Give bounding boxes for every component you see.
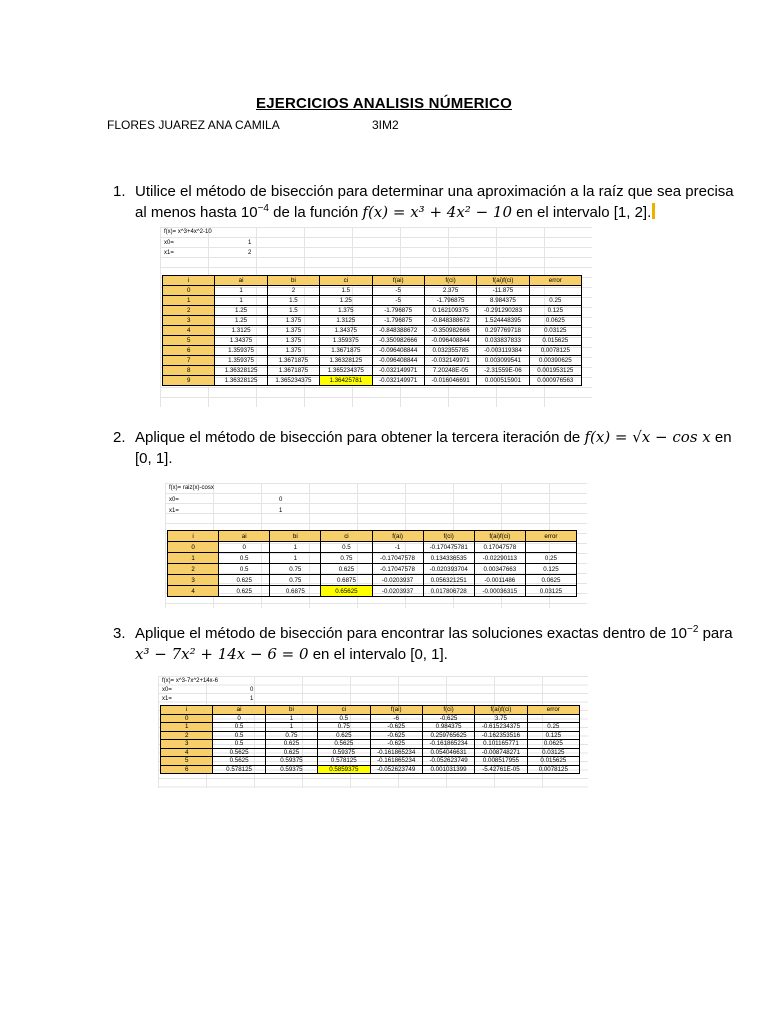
table-cell: 0.017806728 [423, 586, 474, 597]
table-row [168, 542, 577, 553]
table-cell: 1.375 [320, 306, 372, 316]
text-cursor-marker [652, 203, 655, 219]
table-cell: 0.259765625 [422, 731, 474, 740]
table-cell: 1.36328125 [320, 356, 372, 366]
column-header: f(ai)f(ci) [475, 706, 527, 715]
column-header: error [527, 706, 579, 715]
problem-3-period: . [443, 646, 448, 663]
table-cell: 1.3671875 [267, 356, 319, 366]
table-cell: 0.125 [525, 564, 576, 575]
table-cell: 1.375 [267, 346, 319, 356]
table-row [163, 366, 582, 376]
table-cell: -0.625 [370, 740, 422, 749]
table-cell: 0 [213, 714, 265, 723]
column-header: i [161, 706, 213, 715]
sheet-1-x0-value: 1 [248, 240, 252, 246]
table-cell: -0.17047578 [372, 553, 423, 564]
iteration-index-cell: 0 [161, 714, 213, 723]
table-cell: 0.03125 [525, 586, 576, 597]
column-header: ci [320, 276, 372, 286]
sheet-1-x0-label: x0= [164, 240, 174, 246]
table-cell: -0.096408844 [372, 346, 424, 356]
sheet-2-x1-label: x1= [169, 508, 179, 514]
table-cell: 0.0078125 [529, 346, 581, 356]
group-code: 3IM2 [372, 118, 399, 132]
table-cell [527, 714, 579, 723]
iteration-index-cell: 4 [163, 326, 215, 336]
iteration-index-cell: 6 [163, 346, 215, 356]
table-cell: 1.34375 [320, 326, 372, 336]
table-row [168, 553, 577, 564]
table-cell: 0.101165771 [475, 740, 527, 749]
table-cell: 0.17047578 [474, 542, 525, 553]
table-cell: 0.25 [527, 723, 579, 732]
table-cell: 1.359375 [320, 336, 372, 346]
table-row [168, 586, 577, 597]
table-cell: 0.5 [321, 542, 372, 553]
table-cell: 0.75 [321, 553, 372, 564]
table-cell: -5 [372, 286, 424, 296]
problem-3-interval: [0, 1] [410, 646, 444, 663]
table-cell: 1.36328125 [215, 376, 267, 386]
table-cell: 0.00390625 [529, 356, 581, 366]
table-cell: 1.3671875 [320, 346, 372, 356]
iteration-index-cell: 9 [163, 376, 215, 386]
iteration-index-cell: 2 [161, 731, 213, 740]
problem-3-exponent: −2 [687, 624, 699, 635]
table-row [161, 723, 580, 732]
table-cell: 0.015625 [527, 757, 579, 766]
table-cell: 0.001031399 [422, 765, 474, 774]
table-cell: -0.032149971 [424, 356, 476, 366]
table-row [168, 575, 577, 586]
table-cell: -0.003119384 [477, 346, 529, 356]
table-cell: 8.984375 [477, 296, 529, 306]
problem-1-line-1: Utilice el método de bisección para determinar una aproximación a la raíz que sea precisa [135, 183, 734, 200]
table-cell: 0.000976563 [529, 376, 581, 386]
column-header: i [163, 276, 215, 286]
problem-3-text-c: en el intervalo [308, 646, 411, 663]
iteration-index-cell: 1 [163, 296, 215, 306]
table-cell: 0.984375 [422, 723, 474, 732]
sheet-1-function-label: f(x)= x^3+4x^2-10 [164, 229, 212, 235]
table-cell: -0.02290113 [474, 553, 525, 564]
table-cell: -0.625 [422, 714, 474, 723]
table-cell: 0.25 [529, 296, 581, 306]
table-cell: -5 [372, 296, 424, 306]
table-cell: 1.34375 [215, 336, 267, 346]
sheet-3-function-label: f(x)= x^3-7x^2+14x-6 [162, 678, 218, 684]
table-cell: 0.625 [219, 586, 270, 597]
iteration-index-cell: 0 [163, 286, 215, 296]
table-cell: 1 [265, 723, 317, 732]
author-name: FLORES JUAREZ ANA CAMILA [107, 118, 280, 132]
problem-1-text-a: al menos hasta 10 [135, 204, 258, 221]
table-cell: 0.03125 [527, 748, 579, 757]
sheet-3-x0-value: 0 [250, 687, 254, 693]
table-cell: 0.5 [213, 731, 265, 740]
table-cell: -0.350982666 [372, 336, 424, 346]
table-cell: 1.365234375 [267, 376, 319, 386]
problem-2-number: 2. [113, 429, 126, 446]
problem-1-text-c: en el intervalo [512, 204, 614, 221]
table-cell: 1.25 [215, 306, 267, 316]
column-header: i [168, 531, 219, 542]
table-cell: 0.001953125 [529, 366, 581, 376]
table-cell: 1 [270, 553, 321, 564]
spreadsheet-2 [165, 483, 587, 608]
column-header: f(ci) [423, 531, 474, 542]
spreadsheet-1 [160, 227, 592, 407]
iteration-index-cell: 2 [168, 564, 219, 575]
table-cell: -0.17047578 [372, 564, 423, 575]
sheet-1-x1-label: x1= [164, 250, 174, 256]
table-cell: 0.75 [270, 575, 321, 586]
table-cell: 3.75 [475, 714, 527, 723]
problem-1-text-b: de la función [268, 204, 363, 221]
table-cell: -0.161865234 [422, 740, 474, 749]
table-row [163, 296, 582, 306]
table-row [163, 306, 582, 316]
table-cell: 1 [215, 296, 267, 306]
table-row [163, 286, 582, 296]
table-cell: 0.59375 [265, 757, 317, 766]
table-cell: 0.5 [219, 564, 270, 575]
table-row [161, 714, 580, 723]
problem-3-text-a: Aplique el método de bisección para encontrar las soluciones exactas dentro de 10 [135, 625, 688, 642]
table-cell: 0.5 [213, 723, 265, 732]
table-cell: -11.875 [477, 286, 529, 296]
table-cell: -0.020393704 [423, 564, 474, 575]
table-cell: 0.25 [525, 553, 576, 564]
table-row [161, 731, 580, 740]
table-cell: 1.375 [267, 336, 319, 346]
table-cell: 1.3125 [215, 326, 267, 336]
table-cell: 1.375 [267, 326, 319, 336]
table-row [163, 336, 582, 346]
table-cell: 0.032355785 [424, 346, 476, 356]
table-cell: 0.625 [265, 748, 317, 757]
table-cell: 1.5 [267, 296, 319, 306]
iteration-index-cell: 8 [163, 366, 215, 376]
column-header: f(ai) [372, 276, 424, 286]
table-cell: 0.0625 [525, 575, 576, 586]
column-header: error [525, 531, 576, 542]
bisection-table-1 [162, 275, 582, 386]
table-cell: 0.000515901 [477, 376, 529, 386]
table-cell: -6 [370, 714, 422, 723]
column-header: ai [215, 276, 267, 286]
table-cell: 0.75 [265, 731, 317, 740]
table-cell: 1.5 [320, 286, 372, 296]
table-cell: -1.796875 [372, 316, 424, 326]
table-cell: 0.033837833 [477, 336, 529, 346]
table-cell: -0.032149971 [372, 366, 424, 376]
bisection-table-2 [167, 530, 577, 597]
column-header: f(ai) [370, 706, 422, 715]
iteration-index-cell: 5 [161, 757, 213, 766]
table-cell: -0.0203937 [372, 575, 423, 586]
column-header: f(ai) [372, 531, 423, 542]
table-cell: 0.003099541 [477, 356, 529, 366]
table-cell: 1.36328125 [215, 366, 267, 376]
iteration-index-cell: 1 [168, 553, 219, 564]
table-cell: 0.578125 [318, 757, 370, 766]
table-cell: 0.5625 [318, 740, 370, 749]
table-row [163, 316, 582, 326]
table-cell: -0.161865234 [370, 757, 422, 766]
problem-3-equation: x³ − 7x² + 14x − 6 = 0 [135, 645, 309, 663]
table-cell: 0.625 [318, 731, 370, 740]
table-header-row [168, 531, 577, 542]
table-cell: -0.848388672 [424, 316, 476, 326]
iteration-index-cell: 2 [163, 306, 215, 316]
table-cell: -0.291290283 [477, 306, 529, 316]
table-row [161, 757, 580, 766]
table-cell: -5.42761E-05 [475, 765, 527, 774]
table-cell: 1.365234375 [320, 366, 372, 376]
table-cell: 0.5859375 [318, 765, 370, 774]
page-title: EJERCICIOS ANALISIS NÚMERICO [256, 95, 512, 112]
table-cell: 0.008517955 [475, 757, 527, 766]
column-header: f(ai)f(ci) [474, 531, 525, 542]
table-cell: -0.350982666 [424, 326, 476, 336]
problem-2-line-2: [0, 1]. [135, 450, 173, 467]
problem-1-statement [113, 181, 734, 223]
sheet-3-x0-label: x0= [162, 687, 172, 693]
column-header: f(ci) [424, 276, 476, 286]
problem-1-period: . [647, 204, 652, 221]
table-cell: 1 [265, 714, 317, 723]
table-row [161, 740, 580, 749]
table-cell: -2.31559E-06 [477, 366, 529, 376]
problem-1-function: f(x) = x³ + 4x² − 10 [362, 203, 512, 221]
table-row [163, 356, 582, 366]
table-cell: 0.75 [270, 564, 321, 575]
table-cell: 0.162109375 [424, 306, 476, 316]
table-cell: -0.625 [370, 723, 422, 732]
problem-1-exponent: −4 [257, 203, 269, 214]
problem-2-text-end: en [710, 429, 732, 446]
column-header: ci [318, 706, 370, 715]
table-cell: 0.297769718 [477, 326, 529, 336]
table-cell: 1.3125 [320, 316, 372, 326]
problem-3-statement [113, 623, 733, 665]
problem-2-function: f(x) = √x − cos x [584, 428, 711, 446]
table-header-row [161, 706, 580, 715]
problem-3-text-b: para [698, 625, 733, 642]
table-cell: 1 [215, 286, 267, 296]
sheet-3-x1-label: x1= [162, 696, 172, 702]
table-cell: -0.0011486 [474, 575, 525, 586]
column-header: error [529, 276, 581, 286]
table-cell: -0.016046691 [424, 376, 476, 386]
table-cell: 0.578125 [213, 765, 265, 774]
table-cell: 1.359375 [215, 346, 267, 356]
table-cell: 0.0625 [527, 740, 579, 749]
table-cell: 0.0078125 [527, 765, 579, 774]
table-cell: -0.096408844 [424, 336, 476, 346]
table-cell: -0.170475781 [423, 542, 474, 553]
table-cell: -1.796875 [372, 306, 424, 316]
iteration-index-cell: 7 [163, 356, 215, 366]
sheet-2-x0-label: x0= [169, 497, 179, 503]
table-cell: 1 [270, 542, 321, 553]
table-cell: 0.00347663 [474, 564, 525, 575]
table-cell: 0.59375 [265, 765, 317, 774]
table-cell: 0.5 [318, 714, 370, 723]
table-cell: 0.134336535 [423, 553, 474, 564]
problem-2-statement [113, 427, 732, 469]
table-row [161, 748, 580, 757]
sheet-1-x1-value: 2 [248, 250, 252, 256]
table-cell: 0.5625 [213, 748, 265, 757]
column-header: bi [265, 706, 317, 715]
table-cell: 1.375 [267, 316, 319, 326]
problem-1-interval: [1, 2] [613, 204, 648, 221]
table-cell: -0.008748271 [475, 748, 527, 757]
table-cell: -0.161865234 [370, 748, 422, 757]
column-header: ai [213, 706, 265, 715]
table-cell: -0.848388672 [372, 326, 424, 336]
table-cell: 0.625 [219, 575, 270, 586]
table-cell: 0.5625 [213, 757, 265, 766]
table-cell: -0.052623749 [422, 757, 474, 766]
table-cell: -0.625 [370, 731, 422, 740]
table-cell: 0.056321251 [423, 575, 474, 586]
table-cell: 1.524448395 [477, 316, 529, 326]
iteration-index-cell: 4 [168, 586, 219, 597]
sheet-2-x0-value: 0 [279, 497, 283, 503]
problem-2-line-1: Aplique el método de bisección para obtener la tercera iteración de [135, 429, 585, 446]
table-cell: 0.125 [527, 731, 579, 740]
table-cell: 1.3671875 [267, 366, 319, 376]
sheet-3-x1-value: 1 [250, 696, 254, 702]
iteration-index-cell: 6 [161, 765, 213, 774]
problem-1-number: 1. [113, 183, 126, 200]
table-cell: 0.59375 [318, 748, 370, 757]
sheet-2-function-label: f(x)= raiz(x)-cosx [169, 485, 214, 491]
table-cell: 0.75 [318, 723, 370, 732]
table-cell [525, 542, 576, 553]
column-header: bi [267, 276, 319, 286]
iteration-index-cell: 0 [168, 542, 219, 553]
table-cell: 0.03125 [529, 326, 581, 336]
table-cell: -1 [372, 542, 423, 553]
table-header-row [163, 276, 582, 286]
iteration-index-cell: 3 [168, 575, 219, 586]
table-cell: 0.054046631 [422, 748, 474, 757]
table-cell: -1.796875 [424, 296, 476, 306]
sheet-2-x1-value: 1 [279, 508, 283, 514]
problem-3-number: 3. [113, 625, 126, 642]
table-cell: -0.615234375 [475, 723, 527, 732]
table-cell: 0.0625 [529, 316, 581, 326]
table-cell: -0.0203937 [372, 586, 423, 597]
table-cell: 2 [267, 286, 319, 296]
table-cell: 0.125 [529, 306, 581, 316]
iteration-index-cell: 3 [163, 316, 215, 326]
table-cell: -0.032149971 [372, 376, 424, 386]
table-row [163, 346, 582, 356]
iteration-index-cell: 4 [161, 748, 213, 757]
table-cell: 7.20248E-05 [424, 366, 476, 376]
table-cell: -0.162353516 [475, 731, 527, 740]
iteration-index-cell: 1 [161, 723, 213, 732]
table-row [168, 564, 577, 575]
column-header: f(ai)f(ci) [477, 276, 529, 286]
column-header: ai [219, 531, 270, 542]
table-cell: 0.65625 [321, 586, 372, 597]
table-cell: -0.052623749 [370, 765, 422, 774]
iteration-index-cell: 3 [161, 740, 213, 749]
table-cell: 0.625 [321, 564, 372, 575]
iteration-index-cell: 5 [163, 336, 215, 346]
table-cell: 2.375 [424, 286, 476, 296]
bisection-table-3 [160, 705, 580, 774]
table-cell: 0.015625 [529, 336, 581, 346]
table-cell: 0.625 [265, 740, 317, 749]
table-row [163, 376, 582, 386]
table-row [163, 326, 582, 336]
table-cell: 0 [219, 542, 270, 553]
table-cell: 0.5 [219, 553, 270, 564]
spreadsheet-3 [158, 676, 588, 788]
table-cell: 0.6875 [321, 575, 372, 586]
column-header: ci [321, 531, 372, 542]
table-row [161, 765, 580, 774]
column-header: f(ci) [422, 706, 474, 715]
table-cell: 1.36425781 [320, 376, 372, 386]
table-cell: -0.00036315 [474, 586, 525, 597]
table-cell: 0.6875 [270, 586, 321, 597]
table-cell: 1.25 [215, 316, 267, 326]
table-cell: 1.25 [320, 296, 372, 306]
table-cell [529, 286, 581, 296]
table-cell: -0.096408844 [372, 356, 424, 366]
column-header: bi [270, 531, 321, 542]
table-cell: 0.5 [213, 740, 265, 749]
table-cell: 1.5 [267, 306, 319, 316]
table-cell: 1.359375 [215, 356, 267, 366]
